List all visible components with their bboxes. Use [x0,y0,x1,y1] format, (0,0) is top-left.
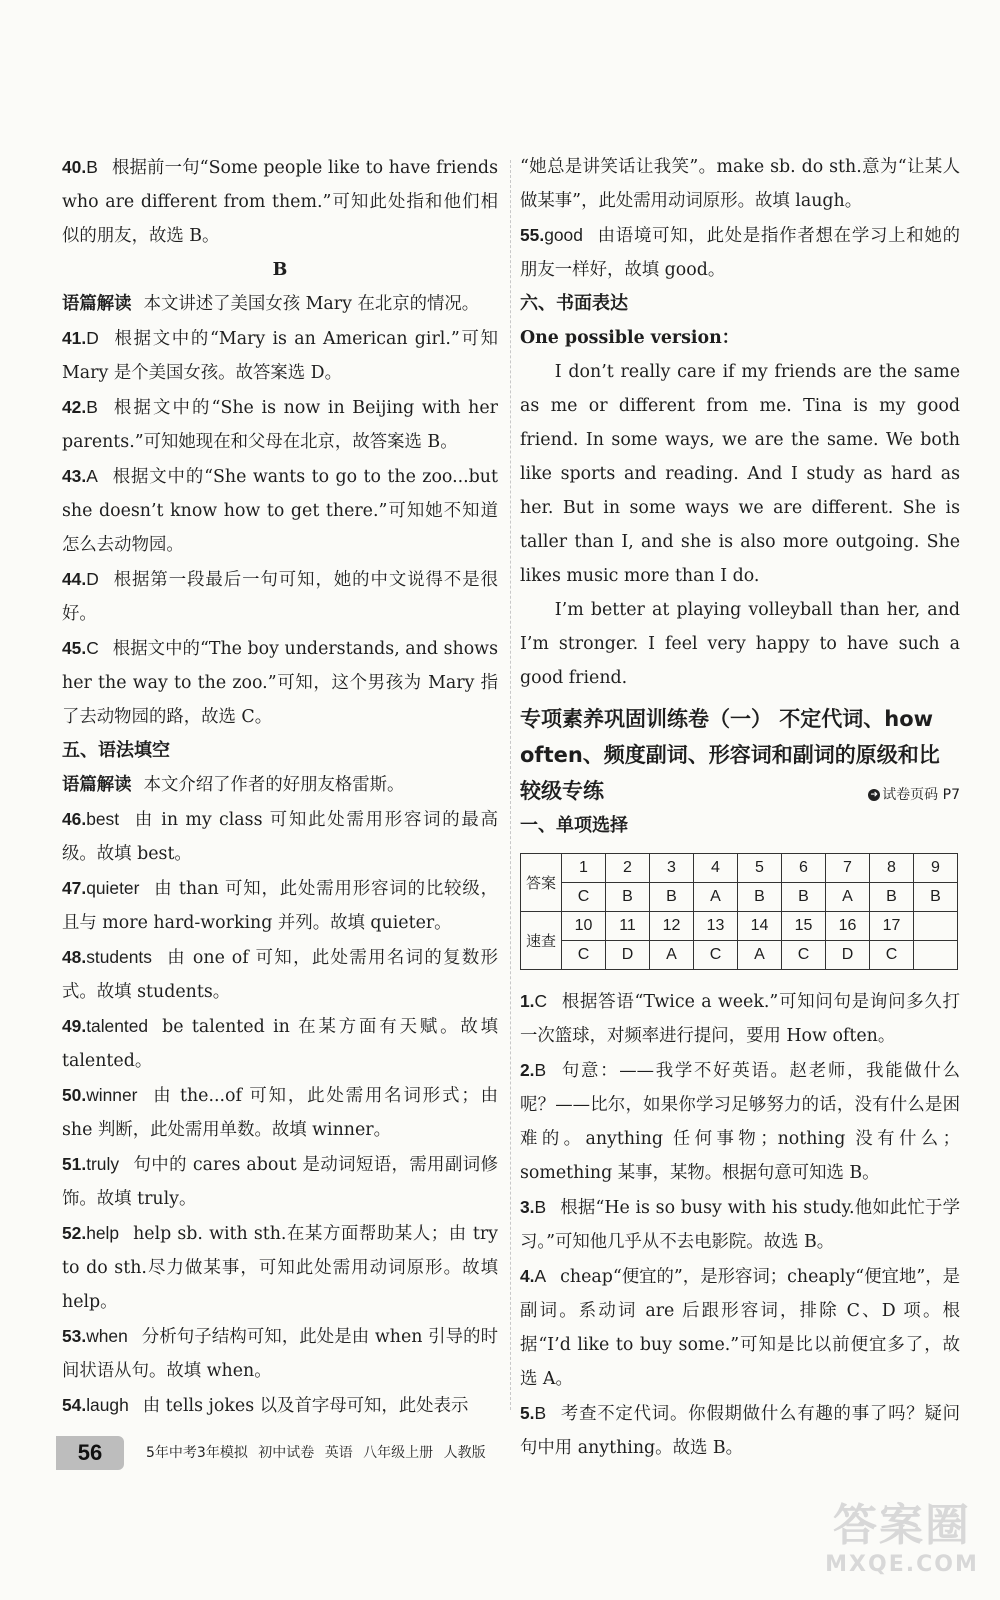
key-ans: A [826,883,870,912]
key-num: 11 [606,912,650,941]
key-num: 15 [782,912,826,941]
possible-version-label: One possible version： [520,328,740,348]
watermark-sub: MXQE.COM [825,1552,979,1577]
choice-answer-5: 5.B 考查不定代词。你假期做什么有趣的事了吗？疑问句中用 anything。故选 B。 [520,1403,960,1458]
section-6-heading: 六、书面表达 [520,293,628,314]
right-column [520,150,960,1465]
book-info: 5年中考3年模拟 初中试卷 英语 八年级上册 人教版 [146,1445,486,1461]
key-num: 9 [914,854,958,883]
key-ans: A [650,941,694,970]
key-ans: B [870,883,914,912]
section-b-heading: B [272,260,288,280]
column-divider [510,160,511,1410]
answer-48: 48.students 由 one of 可知，此处需用名词的复数形式。故填 students。 [62,947,498,1002]
choice-answer-3: 3.B 根据“He is so busy with his study.他如此忙于学习。”可知他几乎从不去电影院。故选 B。 [520,1197,960,1252]
answer-54-continued: “她总是讲笑话让我笑”。make sb. do sth.意为“让某人做某事”，此处需用动词原形。故填 laugh。 [520,157,960,211]
key-ans: B [606,883,650,912]
answer-54: 54.laugh 由 tells jokes 以及首字母可知，此处表示 [62,1395,469,1416]
section-5-heading: 五、语法填空 [62,740,170,761]
key-empty [914,941,958,970]
essay-paragraph-1: I don’t really care if my friends are the same as me or different from me. Tina is my good friend. In some ways, we are the same. We both like sports and reading. And I study as hard as her. But in some ways we are different. She is taller than I, and she is also more outgoing. She likes music more than I do. [520,362,960,586]
key-ans: B [650,883,694,912]
section-1-heading: 一、单项选择 [520,815,628,836]
key-empty [914,912,958,941]
key-num: 10 [562,912,606,941]
answer-43: 43.A 根据文中的“She wants to go to the zoo...but she doesn’t know how to get there.”可知她不知道怎么去动物园。 [62,466,498,555]
essay-paragraph-2: I’m better at playing volleyball than her, and I’m stronger. I feel very happy to have such a good friend. [520,600,960,688]
key-ans: C [562,883,606,912]
key-num: 16 [826,912,870,941]
key-ans: C [870,941,914,970]
answer-47: 47.quieter 由 than 可知，此处需用形容词的比较级，且与 more hard-working 并列。故填 quieter。 [62,878,498,933]
arrow-right-icon: ➜ [868,789,880,801]
page-number: 56 [56,1436,124,1470]
answer-key-label-bottom: 速查 [521,912,562,970]
answer-52: 52.help help sb. with sth.在某方面帮助某人；由 try to do sth.尽力做某事，可知此处需用动词原形。故填 help。 [62,1223,498,1312]
answer-key-table [520,853,958,970]
page-reference: ➜ 试卷页码 P7 [868,777,960,813]
answer-55: 55.good 由语境可知，此处是指作者想在学习上和她的朋友一样好，故填 good。 [520,225,960,280]
key-num: 17 [870,912,914,941]
answer-42: 42.B 根据文中的“She is now in Beijing with her parents.”可知她现在和父母在北京，故答案选 B。 [62,397,498,452]
key-ans: C [694,941,738,970]
key-num: 13 [694,912,738,941]
key-num: 12 [650,912,694,941]
key-ans: A [694,883,738,912]
key-num: 6 [782,854,826,883]
key-ans: A [738,941,782,970]
answer-46: 46.best 由 in my class 可知此处需用形容词的最高级。故填 best。 [62,809,498,864]
passage-summary-b: 语篇解读 本文讲述了美国女孩 Mary 在北京的情况。 [62,294,480,314]
answer-53: 53.when 分析句子结构可知，此处是由 when 引导的时间状语从句。故填 when。 [62,1326,498,1381]
watermark-logo [822,1500,982,1590]
key-ans: B [782,883,826,912]
key-num: 4 [694,854,738,883]
watermark-main: 答案圈 [833,1500,971,1551]
choice-answer-2: 2.B 句意：——我学不好英语。赵老师，我能做什么呢？——比尔，如果你学习足够努力的话，没有什么是困难的。anything 任何事物；nothing 没有什么；something 某事，某物。根据句意可知选 B。 [520,1060,960,1183]
key-num: 3 [650,854,694,883]
page-footer [56,1436,556,1470]
key-ans: C [782,941,826,970]
answer-key-label-top: 答案 [521,854,562,912]
left-column [62,150,498,1423]
key-num: 14 [738,912,782,941]
answer-41: 41.D 根据文中的“Mary is an American girl.”可知 Mary 是个美国女孩。故答案选 D。 [62,328,498,383]
key-num: 2 [606,854,650,883]
key-num: 1 [562,854,606,883]
answer-40: 40.B 根据前一句“Some people like to have friends who are different from them.”可知此处指和他们相似的朋友，故选 B。 [62,157,498,246]
key-ans: B [914,883,958,912]
key-ans: C [562,941,606,970]
key-ans: D [826,941,870,970]
key-num: 8 [870,854,914,883]
key-ans: B [738,883,782,912]
key-num: 5 [738,854,782,883]
answer-44: 44.D 根据第一段最后一句可知，她的中文说得不是很好。 [62,569,498,624]
key-num: 7 [826,854,870,883]
answer-51: 51.truly 句中的 cares about 是动词短语，需用副词修饰。故填 truly。 [62,1154,498,1209]
choice-answer-4: 4.A cheap“便宜的”，是形容词；cheaply“便宜地”，是副词。系动词 are 后跟形容词，排除 C、D 项。根据“I’d like to buy some.”可知是比以前便宜多了，故选 A。 [520,1266,961,1389]
topic-title: 专项素养巩固训练卷（一） 不定代词、how often、频度副词、形容词和副词的原级和比较级专练 ➜ 试卷页码 P7 [520,701,960,809]
answer-49: 49.talented be talented in 在某方面有天赋。故填 talented。 [62,1016,498,1071]
answer-45: 45.C 根据文中的“The boy understands, and shows her the way to the zoo.”可知，这个男孩为 Mary 指了去动物园的路，故选 C。 [62,638,498,727]
key-ans: D [606,941,650,970]
choice-answer-1: 1.C 根据答语“Twice a week.”可知问句是询问多久打一次篮球，对频率进行提问，要用 How often。 [520,991,960,1046]
answer-50: 50.winner 由 the...of 可知，此处需用名词形式；由 she 判断，此处需用单数。故填 winner。 [62,1085,498,1140]
passage-summary-5: 语篇解读 本文介绍了作者的好朋友格雷斯。 [62,775,405,795]
